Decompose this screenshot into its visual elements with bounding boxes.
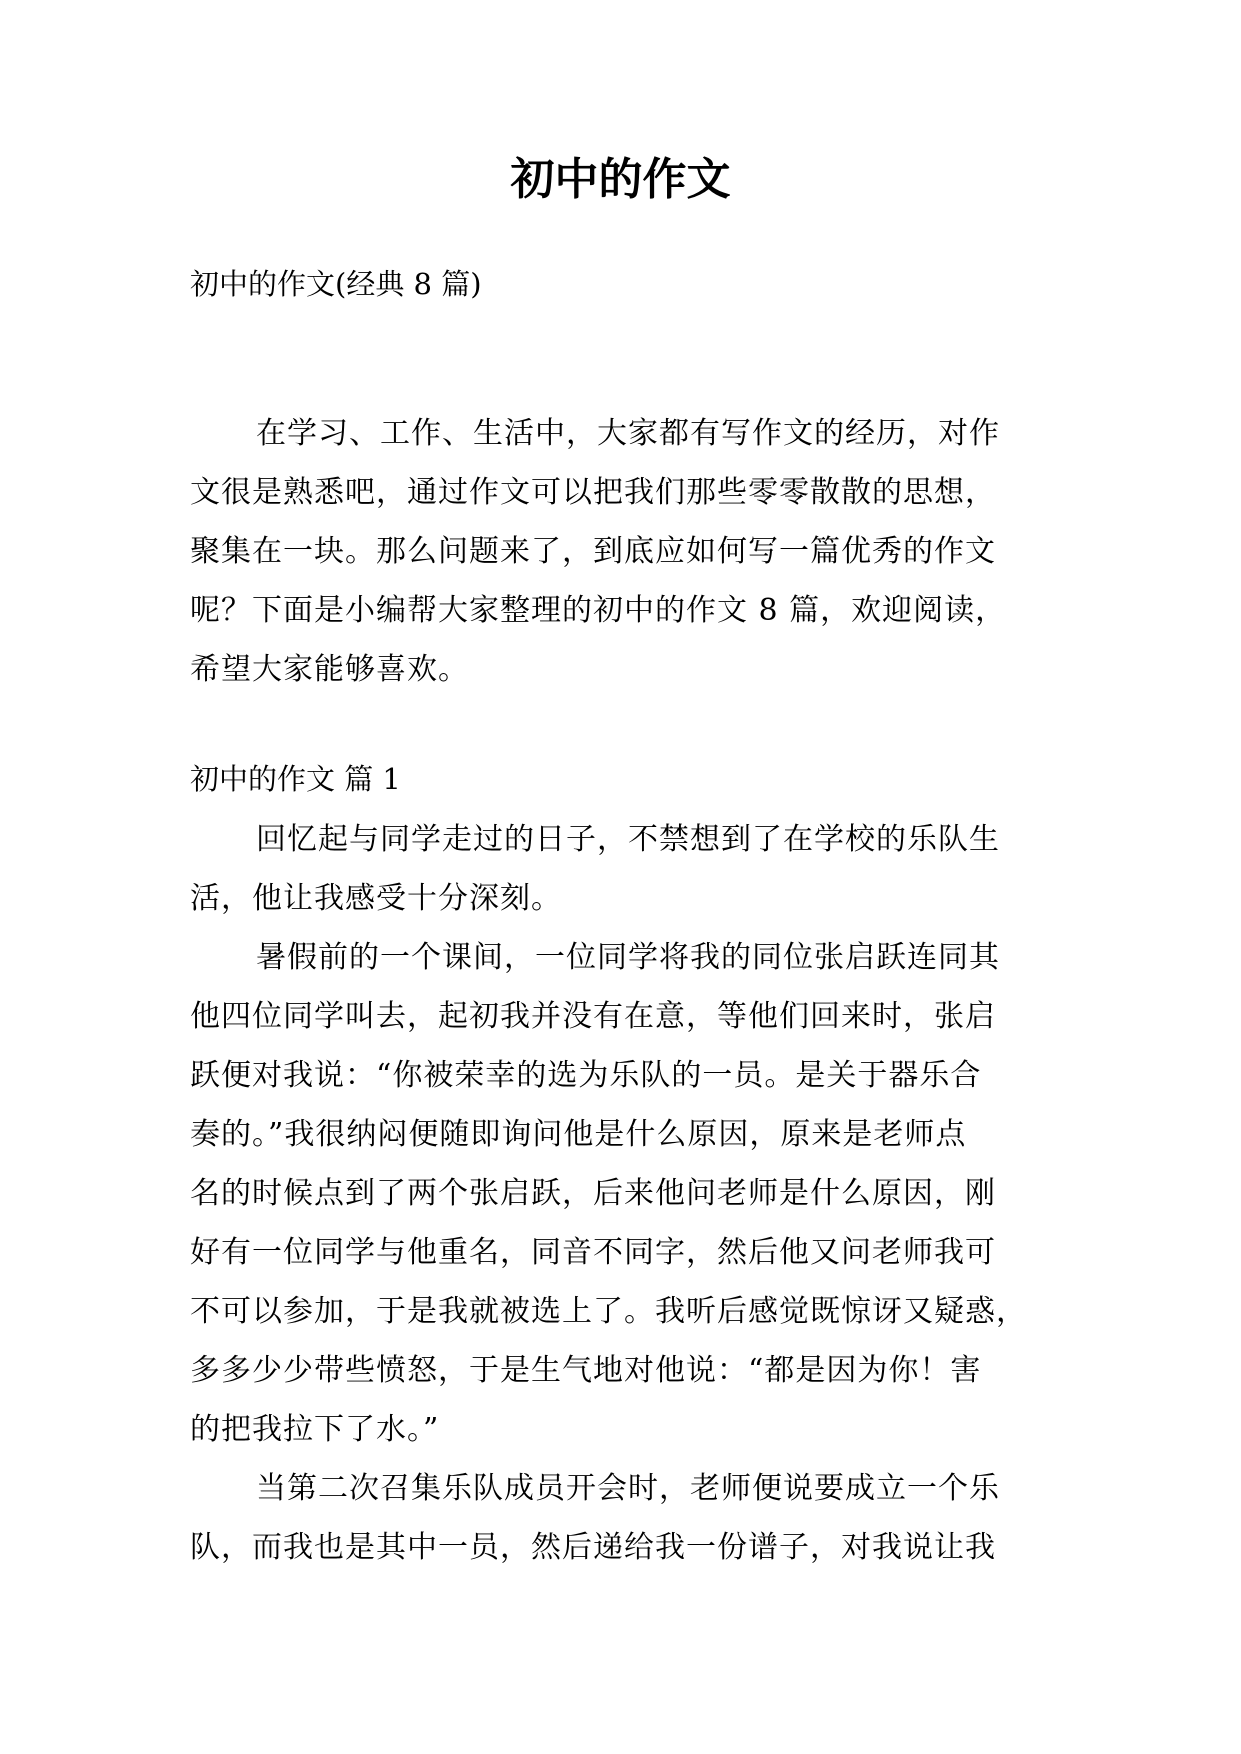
intro-line: 文很是熟悉吧，通过作文可以把我们那些零零散散的思想，: [190, 475, 996, 510]
paragraph-line: 名的时候点到了两个张启跃，后来他问老师是什么原因，刚: [190, 1176, 996, 1211]
paragraph-line: 暑假前的一个课间，一位同学将我的同位张启跃连同其: [256, 940, 1000, 975]
intro-line: 希望大家能够喜欢。: [190, 652, 469, 687]
paragraph: [190, 1459, 1060, 1577]
paragraph-line: 奏的。”我很纳闷便随即询问他是什么原因，原来是老师点: [190, 1117, 967, 1152]
document-subtitle: 初中的作文(经典 8 篇): [190, 267, 482, 301]
paragraph-line: 队，而我也是其中一员，然后递给我一份谱子，对我说让我: [190, 1530, 996, 1565]
intro-line: 聚集在一块。那么问题来了，到底应如何写一篇优秀的作文: [190, 534, 996, 569]
paragraph: [190, 810, 1060, 928]
paragraph-line: 的把我拉下了水。”: [190, 1412, 440, 1447]
paragraph-line: 跃便对我说：“你被荣幸的选为乐队的一员。是关于器乐合: [190, 1058, 982, 1093]
section-heading: 初中的作文 篇 1: [190, 762, 401, 796]
paragraph-line: 不可以参加，于是我就被选上了。我听后感觉既惊讶又疑惑，: [190, 1294, 1027, 1329]
document-title: 初中的作文: [510, 154, 731, 205]
paragraph-line: 多多少少带些愤怒，于是生气地对他说：“都是因为你！害: [190, 1353, 982, 1388]
paragraph-line: 当第二次召集乐队成员开会时，老师便说要成立一个乐: [256, 1471, 1000, 1506]
intro-line: 呢？下面是小编帮大家整理的初中的作文 8 篇，欢迎阅读，: [190, 593, 1007, 628]
paragraph-line: 好有一位同学与他重名，同音不同字，然后他又问老师我可: [190, 1235, 996, 1270]
paragraph-line: 活，他让我感受十分深刻。: [190, 881, 562, 916]
intro-line: 在学习、工作、生活中，大家都有写作文的经历，对作: [256, 416, 1000, 451]
paragraph: [190, 928, 1060, 1459]
paragraph-line: 他四位同学叫去，起初我并没有在意，等他们回来时，张启: [190, 999, 996, 1034]
paragraph-line: 回忆起与同学走过的日子，不禁想到了在学校的乐队生: [256, 822, 1000, 857]
essay-body: [190, 810, 1060, 1577]
intro-paragraph: [190, 404, 1060, 699]
